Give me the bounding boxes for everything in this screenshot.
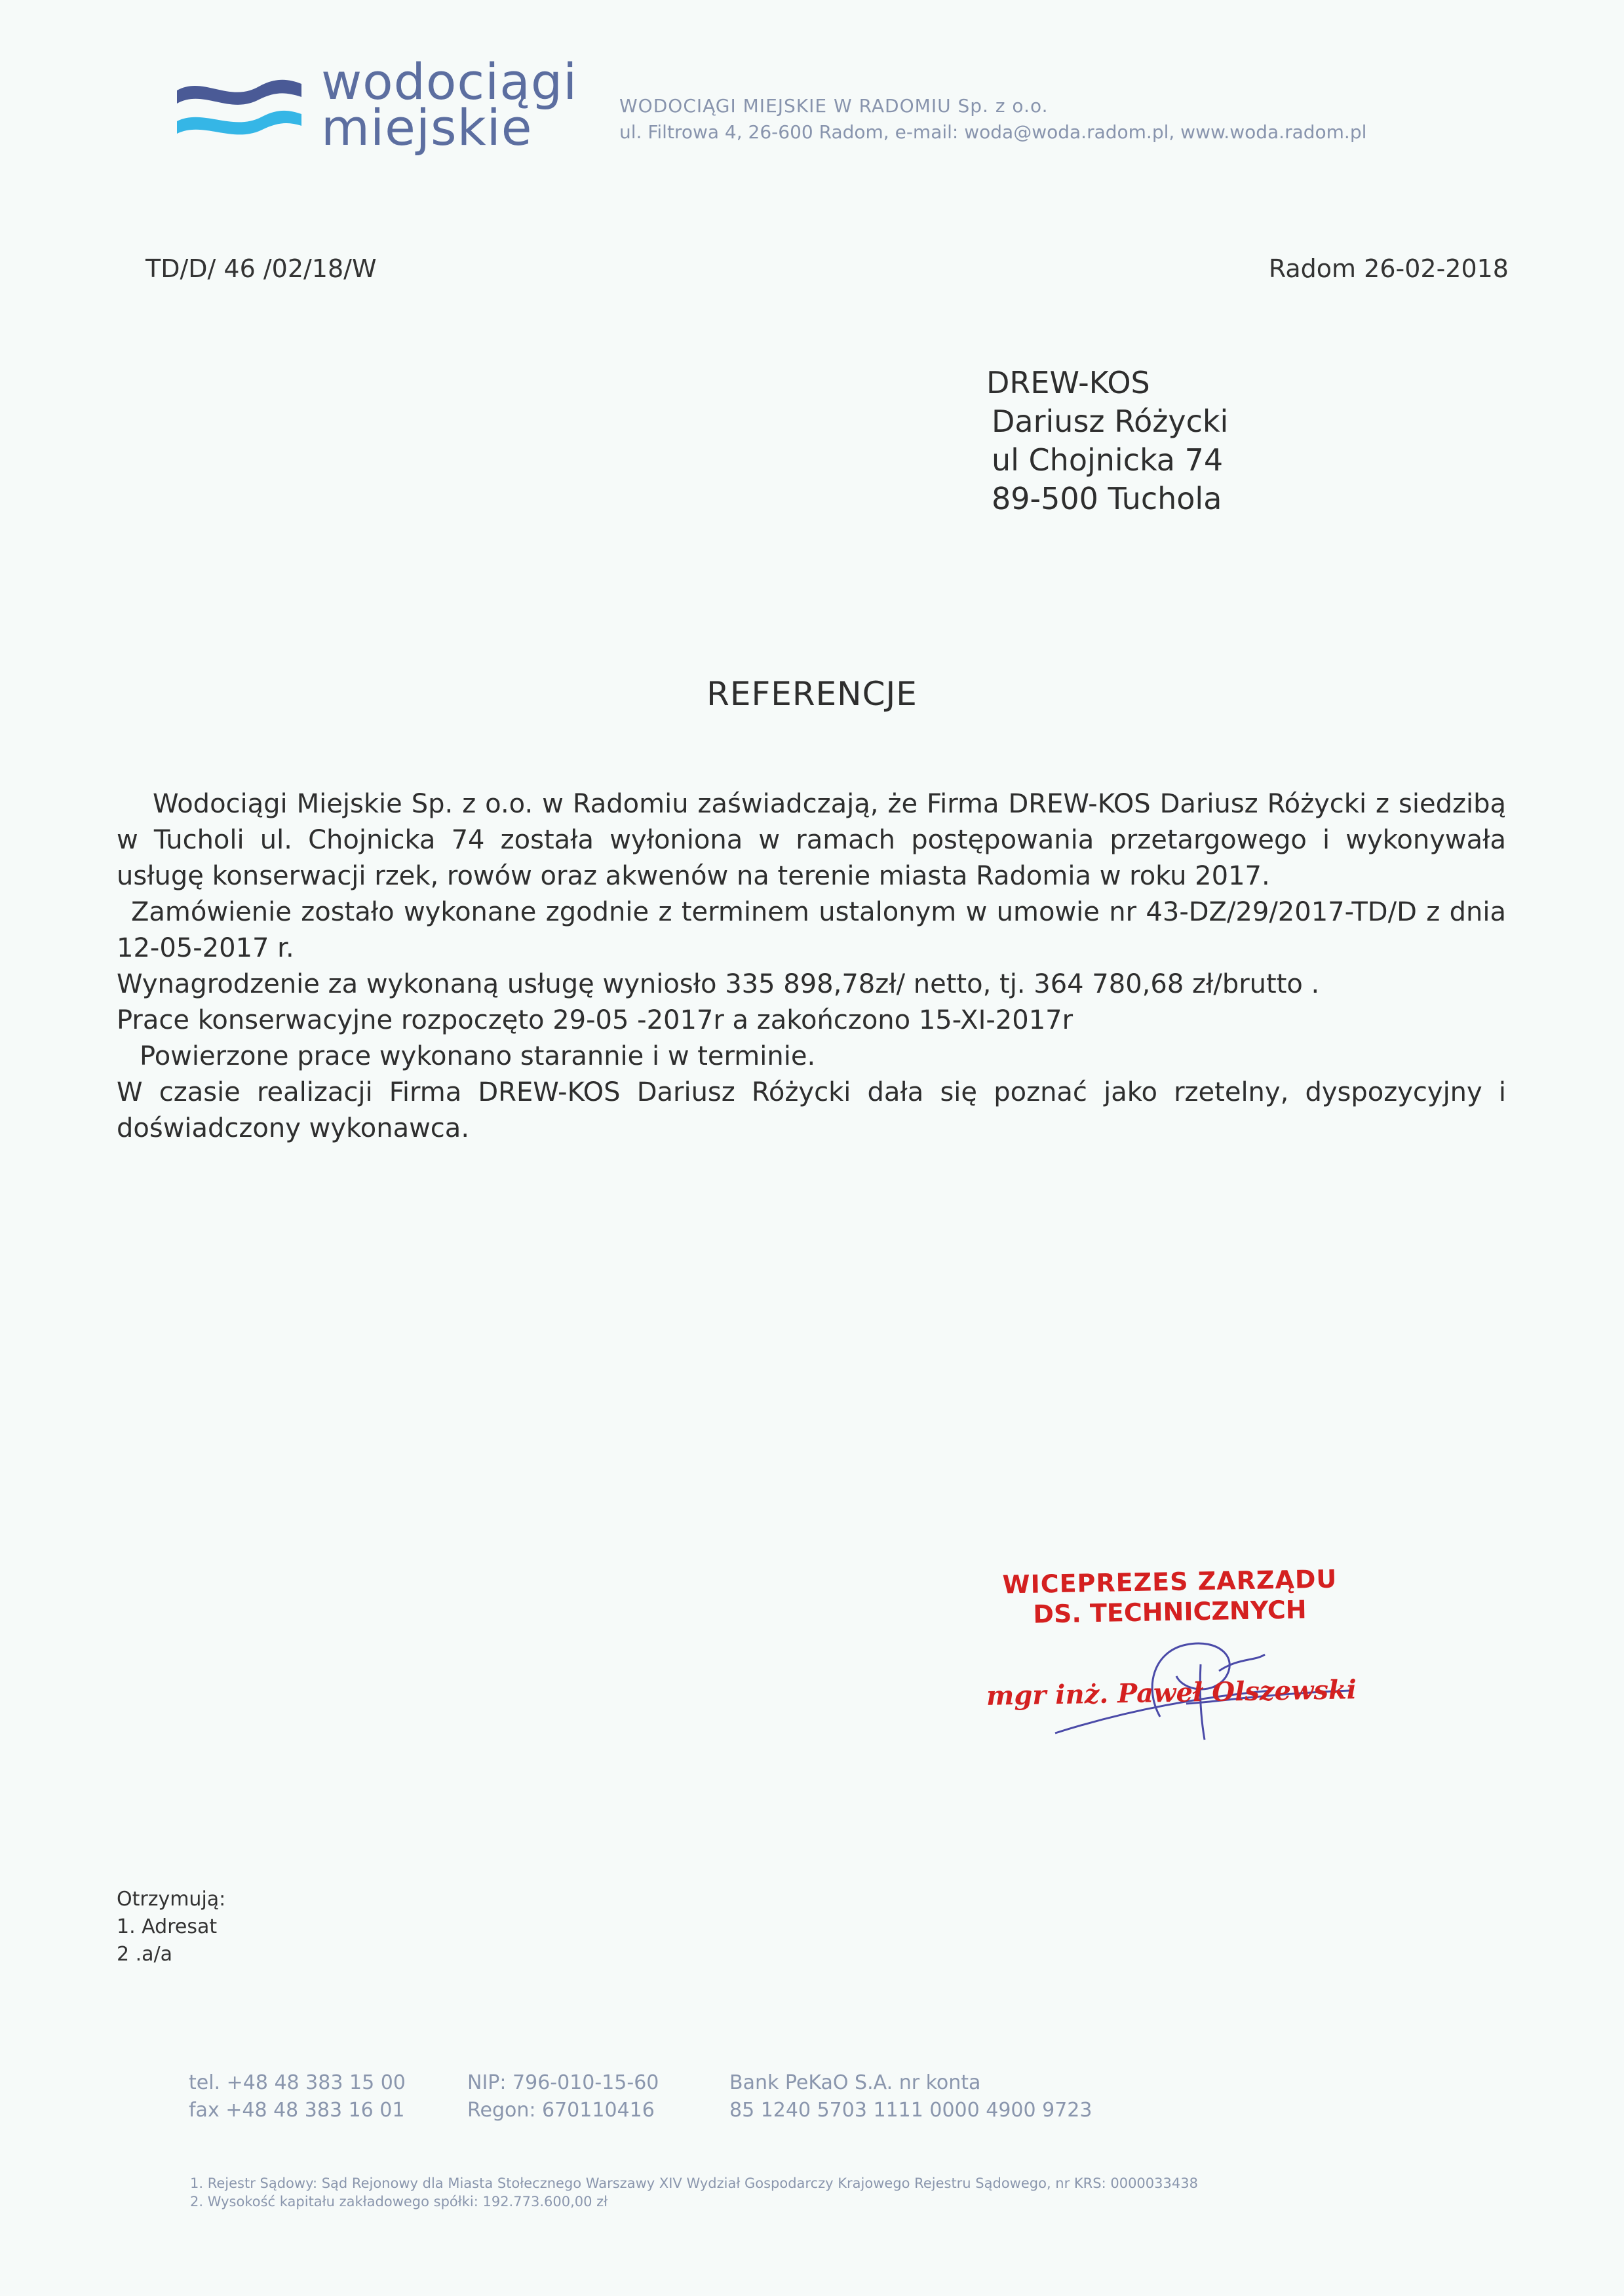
- recipient-line: 89-500 Tuchola: [992, 481, 1222, 516]
- stamp-department: DS. TECHNICZNYCH: [1033, 1595, 1307, 1629]
- company-logo-waves-icon: [177, 72, 301, 157]
- footer-nip: NIP: 796-010-15-60: [467, 2071, 659, 2094]
- letter-title: REFERENCJE: [706, 675, 918, 713]
- footer-regon: Regon: 670110416: [467, 2099, 655, 2122]
- recipient-line: DREW-KOS: [986, 365, 1150, 400]
- distribution-list: [117, 1886, 225, 1968]
- company-name: WODOCIĄGI MIEJSKIE W RADOMIU Sp. z o.o.: [619, 95, 1049, 117]
- letter-date: Radom 26-02-2018: [1268, 254, 1509, 283]
- footer-note: 1. Rejestr Sądowy: Sąd Rejonowy dla Miasta Stołecznego Warszawy XIV Wydział Gospodarczy Krajowego Rejestru Sądowego, nr KRS: 0000033438: [190, 2175, 1198, 2191]
- official-stamp: [986, 1564, 1353, 1629]
- body-paragraph: Wynagrodzenie za wykonaną usługę wyniosło 335 898,78zł/ netto, tj. 364 780,68 zł/brutto .: [117, 969, 1320, 999]
- stamp-title: WICEPREZES ZARZĄDU: [1002, 1564, 1338, 1599]
- footer-legal-notes: [190, 2174, 1198, 2211]
- footer-fax: fax +48 48 383 16 01: [189, 2099, 405, 2122]
- body-paragraph: Zamówienie zostało wykonane zgodnie z terminem ustalonym w umowie nr 43-DZ/29/2017-TD/D z dnia 12-05-2017 r.: [117, 897, 1506, 963]
- distribution-item: 1. Adresat: [117, 1915, 218, 1938]
- distribution-heading: Otrzymują:: [117, 1888, 226, 1911]
- signatory-name: mgr inż. Paweł Olszewski: [986, 1674, 1357, 1712]
- recipient-address: [986, 364, 1228, 518]
- body-paragraph: Prace konserwacyjne rozpoczęto 29-05 -2017r a zakończono 15-XI-2017r: [117, 1005, 1073, 1035]
- footer-bank: [729, 2069, 1092, 2124]
- recipient-line: ul Chojnicka 74: [992, 442, 1224, 478]
- recipient-line: Dariusz Różycki: [992, 404, 1229, 439]
- footer-note: 2. Wysokość kapitału zakładowego spółki: 192.773.600,00 zł: [190, 2194, 608, 2210]
- reference-number: TD/D/ 46 /02/18/W: [145, 254, 377, 283]
- body-paragraph: W czasie realizacji Firma DREW-KOS Dariusz Różycki dała się poznać jako rzetelny, dyspozycyjny i doświadczony wykonawca.: [117, 1077, 1506, 1143]
- body-paragraph: Powierzone prace wykonano starannie i w terminie.: [140, 1041, 816, 1071]
- company-logo-text: [321, 52, 578, 157]
- distribution-item: 2 .a/a: [117, 1943, 173, 1966]
- letter-body: [117, 786, 1506, 1147]
- footer-bank-name: Bank PeKaO S.A. nr konta: [729, 2071, 981, 2094]
- footer-bank-account: 85 1240 5703 1111 0000 4900 9723: [729, 2099, 1092, 2122]
- footer-registry: [467, 2069, 659, 2124]
- footer-contact: [189, 2069, 406, 2124]
- logo-line-2: miejskie: [321, 98, 533, 157]
- logo-line-1: wodociągi: [321, 52, 578, 111]
- body-paragraph: Wodociągi Miejskie Sp. z o.o. w Radomiu zaświadczają, że Firma DREW-KOS Dariusz Różycki z siedzibą w Tucholi ul. Chojnicka 74 została wyłoniona w ramach postępowania przetargowego i wykonywała usługę konserwacji rzek, rowów oraz akwenów na terenie miasta Radomia w roku 2017.: [117, 789, 1506, 891]
- footer-tel: tel. +48 48 383 15 00: [189, 2071, 406, 2094]
- company-address: ul. Filtrowa 4, 26-600 Radom, e-mail: woda@woda.radom.pl, www.woda.radom.pl: [619, 121, 1367, 143]
